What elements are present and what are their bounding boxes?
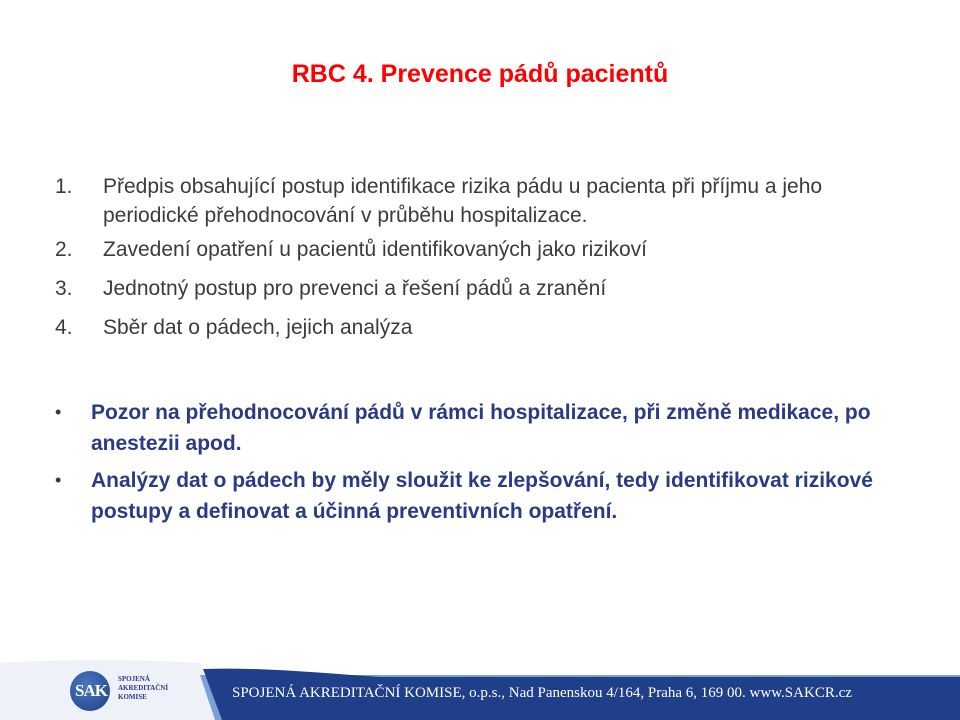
bullet-icon: • (55, 470, 62, 490)
bullet-item (55, 465, 915, 527)
numbered-list (55, 172, 915, 352)
list-item-text: Zavedení opatření u pacientů identifikovaných jako rizikoví (103, 238, 647, 261)
bullet-text: Pozor na přehodnocování pádů v rámci hospitalizace, při změně medikace, po anestezii apod. (91, 401, 871, 455)
bullet-list (55, 397, 915, 533)
list-item-number: 2. (55, 238, 73, 261)
list-item-number: 1. (55, 175, 73, 198)
list-item (55, 313, 915, 342)
logo-name (118, 675, 198, 702)
footer-contact-text: SPOJENÁ AKREDITAČNÍ KOMISE, o.p.s., Nad Panenskou 4/164, Praha 6, 169 00. www.SAKCR.cz (232, 685, 852, 701)
bullet-icon: • (55, 402, 62, 422)
slide-title: RBC 4. Prevence pádů pacientů (291, 60, 669, 88)
list-item (55, 172, 915, 230)
list-item-text: Předpis obsahující postup identifikace rizika pádu u pacienta při příjmu a jeho periodické přehodnocování v průběhu hospitalizace. (103, 175, 823, 227)
list-item (55, 235, 915, 264)
list-item-text: Jednotný postup pro prevenci a řešení pádů a zranění (103, 277, 607, 300)
logo-name-line: AKREDITAČNÍ (118, 684, 169, 692)
bullet-text: Analýzy dat o pádech by měly sloužit ke zlepšování, tedy identifikovat rizikové postupy a definovat a účinná preventivních opatření. (91, 469, 873, 523)
list-item-number: 3. (55, 277, 73, 300)
list-item (55, 274, 915, 303)
sak-logo (70, 669, 190, 711)
logo-name-line: SPOJENÁ (118, 675, 150, 683)
list-item-text: Sběr dat o pádech, jejich analýza (103, 316, 413, 339)
list-item-number: 4. (55, 316, 73, 339)
logo-letters: SAK (75, 681, 107, 700)
logo-name-line: KOMISE (118, 693, 147, 701)
footer (0, 655, 960, 720)
bullet-item (55, 397, 915, 459)
